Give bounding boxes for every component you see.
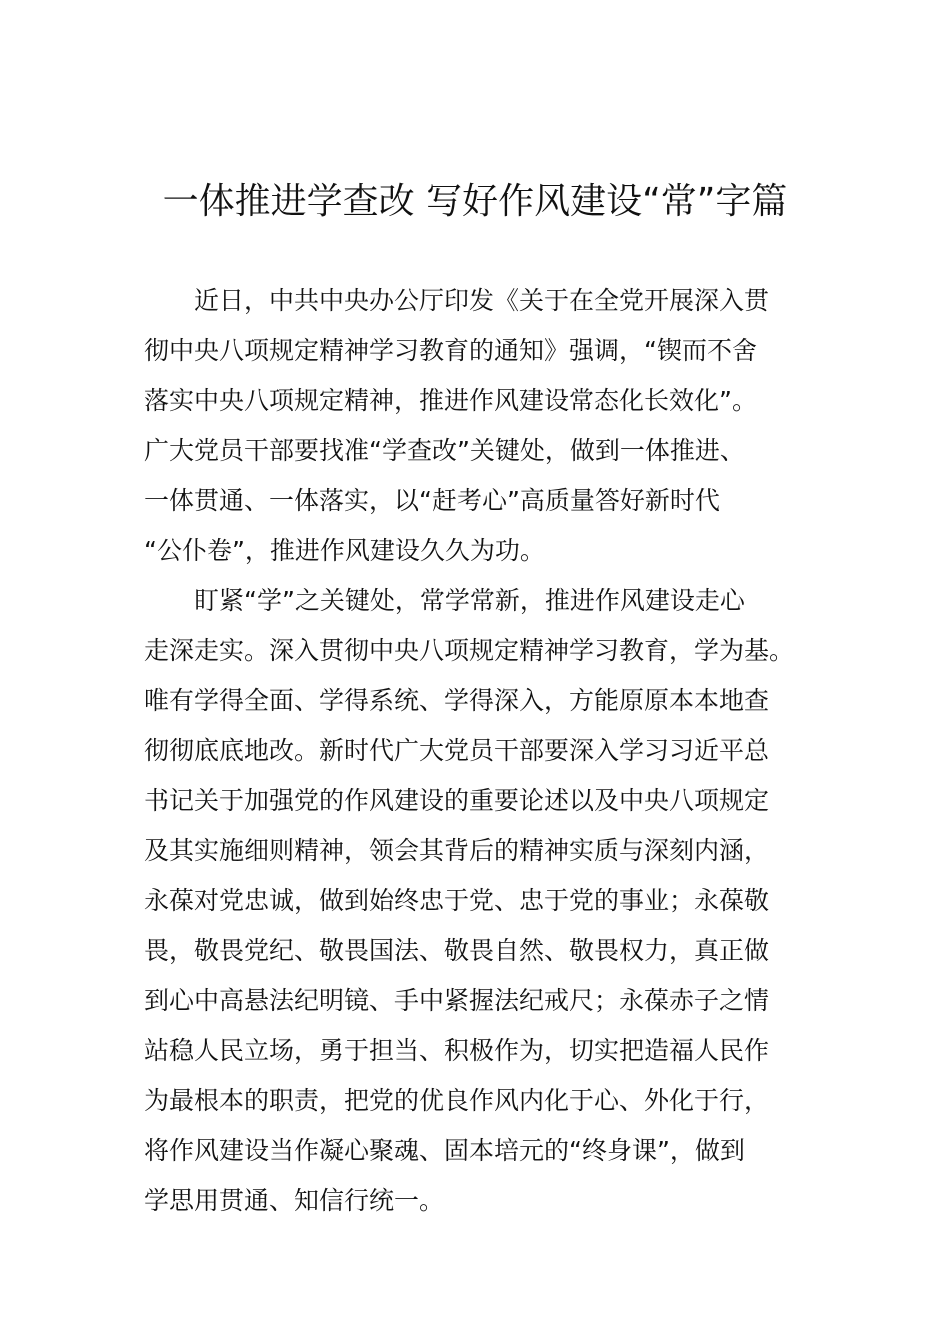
paragraph-line: 及其实施细则精神，领会其背后的精神实质与深刻内涵， bbox=[144, 836, 770, 865]
paragraph-line: 学思用贯通、知信行统一。 bbox=[144, 1186, 445, 1215]
paragraph-line: “公仆卷”，推进作风建设久久为功。 bbox=[144, 536, 545, 565]
paragraph-line: 广大党员干部要找准“学查改”关键处，做到一体推进、 bbox=[144, 436, 745, 465]
paragraph-line: 彻中央八项规定精神学习教育的通知》强调，“锲而不舍 bbox=[144, 336, 757, 365]
paragraph-2 bbox=[144, 576, 824, 1226]
paragraph-line: 书记关于加强党的作风建设的重要论述以及中央八项规定 bbox=[144, 786, 770, 815]
paragraph-line: 畏，敬畏党纪、敬畏国法、敬畏自然、敬畏权力，真正做 bbox=[144, 936, 770, 965]
paragraph-line: 一体贯通、一体落实，以“赶考心”高质量答好新时代 bbox=[144, 486, 720, 515]
paragraph-line: 近日，中共中央办公厅印发《关于在全党开展深入贯 bbox=[194, 286, 770, 315]
paragraph-line: 为最根本的职责，把党的优良作风内化于心、外化于行， bbox=[144, 1086, 770, 1115]
paragraph-line: 走深走实。深入贯彻中央八项规定精神学习教育，学为基。 bbox=[144, 636, 795, 665]
paragraph-line: 站稳人民立场，勇于担当、积极作为，切实把造福人民作 bbox=[144, 1036, 770, 1065]
paragraph-line: 到心中高悬法纪明镜、手中紧握法纪戒尺；永葆赤子之情 bbox=[144, 986, 770, 1015]
paragraph-line: 落实中央八项规定精神，推进作风建设常态化长效化”。 bbox=[144, 386, 757, 415]
paragraph-1 bbox=[144, 276, 824, 576]
paragraph-line: 将作风建设当作凝心聚魂、固本培元的“终身课”，做到 bbox=[144, 1136, 745, 1165]
document-title: 一体推进学查改 写好作风建设“常”字篇 bbox=[162, 181, 788, 222]
paragraph-line: 彻彻底底地改。新时代广大党员干部要深入学习习近平总 bbox=[144, 736, 770, 765]
document-body bbox=[144, 276, 824, 1226]
paragraph-line: 盯紧“学”之关键处，常学常新，推进作风建设走心 bbox=[194, 586, 745, 615]
paragraph-line: 唯有学得全面、学得系统、学得深入，方能原原本本地查 bbox=[144, 686, 770, 715]
paragraph-line: 永葆对党忠诚，做到始终忠于党、忠于党的事业；永葆敬 bbox=[144, 886, 770, 915]
